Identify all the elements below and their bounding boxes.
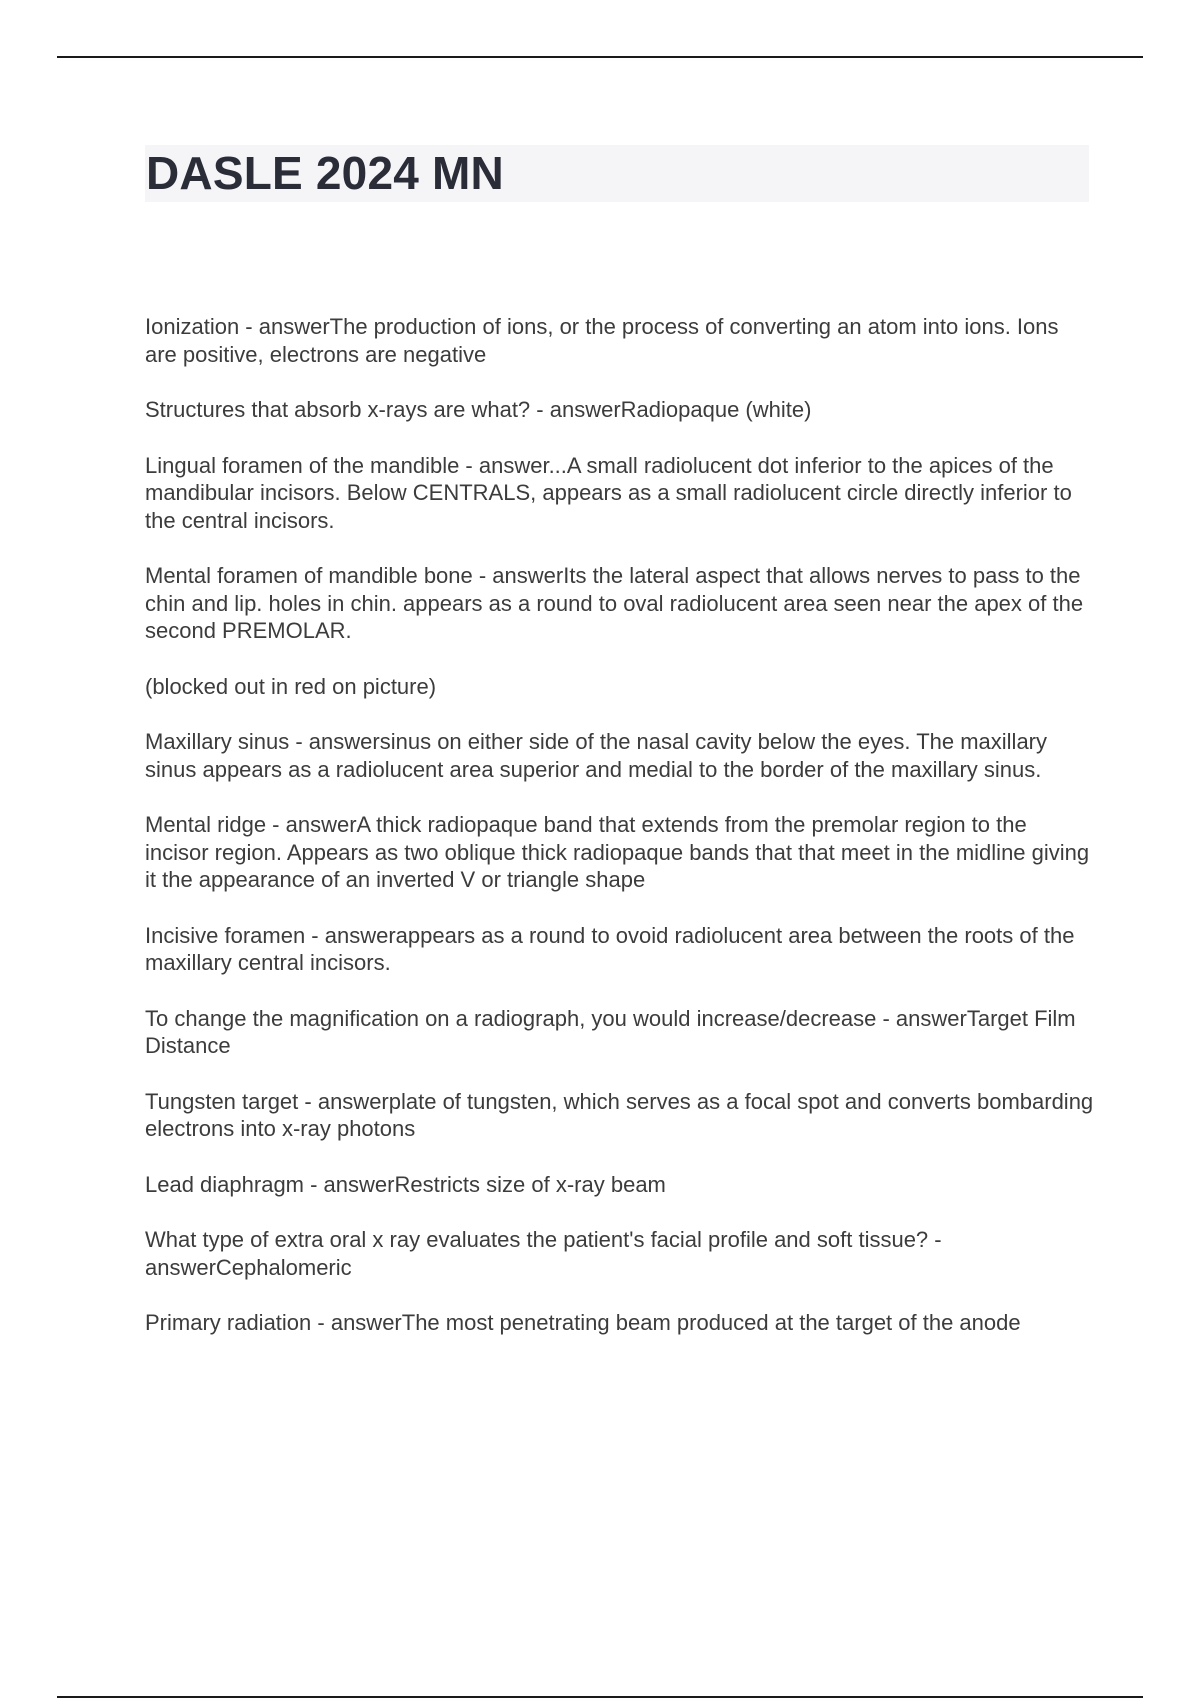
qa-entry-blocked-note: (blocked out in red on picture)	[145, 673, 437, 699]
qa-list	[145, 313, 1095, 1365]
qa-entry-lead-diaphragm: Lead diaphragm - answerRestricts size of x-ray beam	[145, 1171, 666, 1197]
qa-entry-cephalometric: What type of extra oral x ray evaluates the patient's facial profile and soft tissue? - answerCephalomeric	[145, 1227, 942, 1280]
qa-entry-mental-ridge: Mental ridge - answerA thick radiopaque band that extends from the premolar region to the incisor region. Appears as two oblique thick radiopaque bands that that meet in the midline giving it the appearance of an inverted V or triangle shape	[145, 812, 1090, 892]
qa-entry-maxillary-sinus: Maxillary sinus - answersinus on either side of the nasal cavity below the eyes. The maxillary sinus appears as a radiolucent area superior and medial to the border of the maxillary sinus.	[145, 729, 1047, 782]
top-divider	[57, 56, 1143, 58]
qa-entry-lingual-foramen: Lingual foramen of the mandible - answer...A small radiolucent dot inferior to the apices of the mandibular incisors. Below CENTRALS, appears as a small radiolucent circle directly inferior to the central incisors.	[145, 452, 1072, 533]
qa-entry-incisive-foramen: Incisive foramen - answerappears as a round to ovoid radiolucent area between the roots of the maxillary central incisors.	[145, 922, 1075, 975]
qa-entry-tungsten-target: Tungsten target - answerplate of tungsten, which serves as a focal spot and converts bombarding electrons into x-ray photons	[145, 1088, 1094, 1141]
qa-entry-primary-radiation: Primary radiation - answerThe most penetrating beam produced at the target of the anode	[145, 1310, 1021, 1335]
qa-entry-ionization: Ionization - answerThe production of ions, or the process of converting an atom into ions. Ions are positive, electrons are negative	[145, 314, 1059, 367]
qa-entry-radiopaque: Structures that absorb x-rays are what? - answerRadiopaque (white)	[145, 397, 812, 422]
qa-entry-magnification: To change the magnification on a radiograph, you would increase/decrease - answerTarget Film Distance	[145, 1005, 1076, 1058]
qa-entry-mental-foramen: Mental foramen of mandible bone - answerIts the lateral aspect that allows nerves to pass to the chin and lip. holes in chin. appears as a round to oval radiolucent area seen near the apex of the second PREMOLAR.	[145, 563, 1084, 643]
document-title: DASLE 2024 MN	[146, 147, 504, 199]
bottom-divider	[57, 1696, 1143, 1698]
